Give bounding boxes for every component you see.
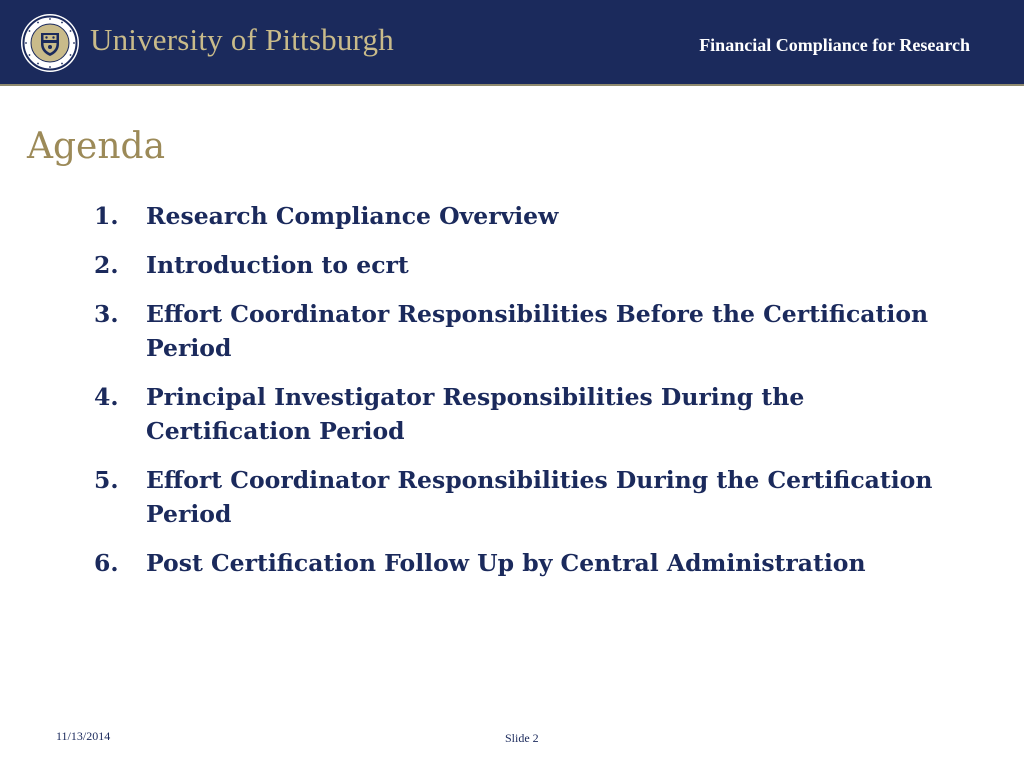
agenda-item-number: 6. <box>94 549 119 577</box>
agenda-item-text: Principal Investigator Responsibilities During the Certification Period <box>146 383 805 445</box>
agenda-item-number: 2. <box>94 251 119 279</box>
agenda-list <box>94 199 974 595</box>
agenda-item <box>94 546 974 580</box>
presentation-title: Financial Compliance for Research <box>699 35 970 55</box>
agenda-item-number: 3. <box>94 300 119 328</box>
agenda-item <box>94 463 974 531</box>
agenda-item-text: Effort Coordinator Responsibilities Before the Certification Period <box>146 300 929 362</box>
footer-date: 11/13/2014 <box>56 729 111 743</box>
slide-title: Agenda <box>27 126 166 167</box>
agenda-item-number: 5. <box>94 466 119 494</box>
agenda-item-number: 4. <box>94 383 119 411</box>
agenda-item-text: Post Certification Follow Up by Central Administration <box>146 549 866 577</box>
agenda-item <box>94 199 974 233</box>
agenda-item <box>94 380 974 448</box>
agenda-item-text: Introduction to ecrt <box>146 251 409 279</box>
agenda-item-text: Effort Coordinator Responsibilities During the Certification Period <box>146 466 933 528</box>
university-seal-icon <box>20 13 80 73</box>
agenda-item-text: Research Compliance Overview <box>146 202 559 230</box>
agenda-item-number: 1. <box>94 202 119 230</box>
header-banner <box>0 0 1024 86</box>
university-name: University of Pittsburgh <box>90 22 394 57</box>
slide-number: Slide 2 <box>505 731 539 745</box>
agenda-item <box>94 248 974 282</box>
agenda-item <box>94 297 974 365</box>
